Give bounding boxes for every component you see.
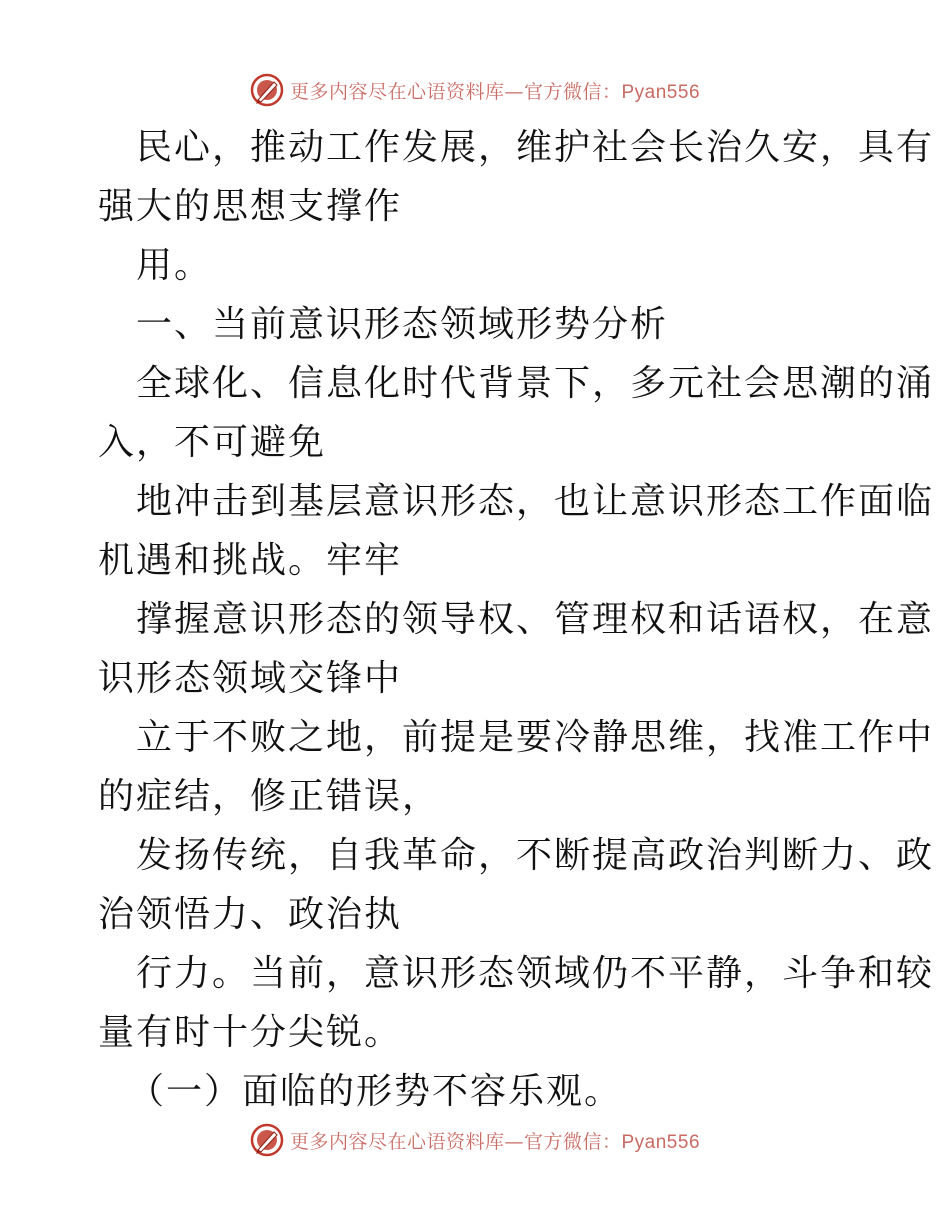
watermark-text: 更多内容尽在心语资料库—官方微信：Pyan556 (289, 1130, 701, 1153)
text-line: 识形态领域交锋中 (98, 658, 403, 699)
text-line: 量有时十分尖锐。 (98, 1012, 403, 1053)
paragraph (98, 118, 935, 236)
text-line: 治领悟力、政治执 (98, 894, 403, 935)
text-line: 发扬传统，自我革命，不断提高政治判断力、政 (136, 835, 935, 876)
text-line: 全球化、信息化时代背景下，多元社会思潮的涌 (136, 363, 935, 404)
paragraph (98, 354, 935, 472)
text-line: 行力。当前，意识形态领域仍不平静，斗争和较 (136, 953, 935, 994)
paragraph (98, 944, 935, 1062)
text-line: 撑握意识形态的领导权、管理权和话语权，在意 (136, 599, 935, 640)
text-line: （一）面临的形势不容乐观。 (128, 1071, 623, 1112)
paragraph (98, 236, 858, 295)
text-line: 立于不败之地，前提是要冷静思维，找准工作中 (136, 717, 935, 758)
text-line: 地冲击到基层意识形态，也让意识形态工作面临 (136, 481, 935, 522)
document-body (98, 118, 935, 1121)
text-line: 一、当前意识形态领域形势分析 (136, 304, 669, 345)
text-line: 的症结，修正错误， (98, 776, 441, 817)
text-line: 用。 (136, 245, 213, 286)
paragraph (98, 708, 935, 826)
watermark-text: 更多内容尽在心语资料库—官方微信：Pyan556 (289, 80, 701, 103)
quill-pen-seal-icon (250, 73, 284, 107)
subsection-heading (98, 1062, 858, 1121)
text-line: 入，不可避免 (98, 422, 327, 463)
watermark-footer (0, 1120, 950, 1160)
paragraph (98, 826, 935, 944)
paragraph (98, 472, 935, 590)
quill-pen-seal-icon (250, 1123, 284, 1157)
text-line: 民心，推动工作发展，维护社会长治久安，具有 (136, 127, 935, 168)
paragraph (98, 590, 935, 708)
watermark-header (0, 70, 950, 110)
section-heading (98, 295, 858, 354)
text-line: 强大的思想支撑作 (98, 186, 403, 227)
text-line: 机遇和挑战。牢牢 (98, 540, 403, 581)
